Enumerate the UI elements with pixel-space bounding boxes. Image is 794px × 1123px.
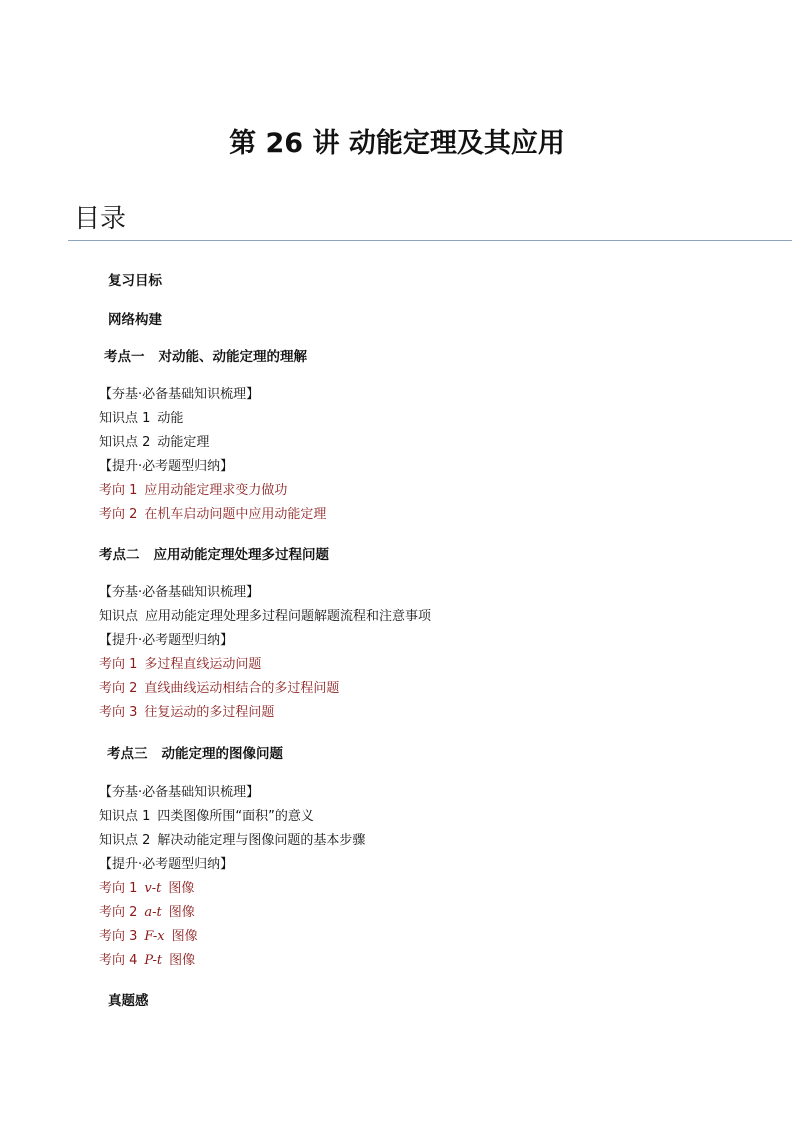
- toc-entry-knowledge[interactable]: [99, 608, 431, 626]
- direction-label: 考向 3: [99, 705, 138, 720]
- toc-entry-kaodian-1[interactable]: [104, 348, 307, 366]
- toc-entry-label: 复习目标: [108, 273, 162, 289]
- toc-entry-direction[interactable]: [99, 880, 194, 898]
- knowledge-label: 知识点 2: [99, 435, 151, 450]
- section-label: 考点二: [99, 547, 140, 563]
- toc-entry-improve[interactable]: [99, 632, 233, 650]
- knowledge-text: 动能定理: [157, 435, 210, 450]
- toc-entry-kaodian-3[interactable]: [107, 745, 283, 763]
- section-title: 动能定理的图像问题: [161, 746, 283, 762]
- toc-entry-direction[interactable]: [99, 482, 287, 500]
- knowledge-label: 知识点 1: [99, 411, 151, 426]
- direction-label: 考向 1: [99, 881, 138, 896]
- graph-variable: F-x: [144, 929, 165, 944]
- section-label: 考点一: [104, 349, 145, 365]
- toc-entry-review[interactable]: [108, 272, 162, 290]
- toc-entry-direction[interactable]: [99, 506, 326, 524]
- toc-entry-label: 网络构建: [108, 312, 162, 328]
- toc-entry-label: 【夯基·必备基础知识梳理】: [99, 585, 260, 600]
- section-title: 对动能、动能定理的理解: [158, 349, 307, 365]
- toc-entry-label: 【夯基·必备基础知识梳理】: [99, 387, 260, 402]
- toc-entry-improve[interactable]: [99, 458, 233, 476]
- graph-variable: a-t: [144, 905, 162, 920]
- toc-entry-foundation[interactable]: [99, 784, 259, 802]
- toc-entry-direction[interactable]: [99, 656, 261, 674]
- direction-text: 直线曲线运动相结合的多过程问题: [144, 681, 340, 696]
- toc-entry-foundation[interactable]: [99, 584, 259, 602]
- direction-text: 多过程直线运动问题: [144, 657, 262, 672]
- direction-label: 考向 3: [99, 929, 138, 944]
- direction-label: 考向 4: [99, 953, 138, 968]
- toc-entry-kaodian-2[interactable]: [99, 546, 329, 564]
- toc-entry-network[interactable]: [108, 311, 162, 329]
- toc-entry-label: 【提升·必考题型归纳】: [99, 857, 234, 872]
- toc-entry-knowledge[interactable]: [99, 832, 365, 850]
- direction-text: 图像: [168, 905, 195, 920]
- section-label: 考点三: [107, 746, 148, 762]
- direction-label: 考向 1: [99, 483, 138, 498]
- toc-entry-label: 【夯基·必备基础知识梳理】: [99, 785, 260, 800]
- document-title: 第 26 讲 动能定理及其应用: [229, 128, 565, 159]
- direction-text: 图像: [168, 881, 195, 896]
- knowledge-label: 知识点 1: [99, 809, 151, 824]
- knowledge-text: 解决动能定理与图像问题的基本步骤: [157, 833, 366, 848]
- direction-text: 图像: [169, 953, 196, 968]
- knowledge-text: 四类图像所围“面积”的意义: [157, 809, 314, 824]
- toc-entry-knowledge[interactable]: [99, 808, 314, 826]
- knowledge-text: 动能: [157, 411, 184, 426]
- knowledge-text: 应用动能定理处理多过程问题解题流程和注意事项: [145, 609, 432, 624]
- toc-entry-knowledge[interactable]: [99, 410, 183, 428]
- direction-text: 往复运动的多过程问题: [144, 705, 275, 720]
- toc-entry-improve[interactable]: [99, 856, 233, 874]
- direction-label: 考向 1: [99, 657, 138, 672]
- direction-text: 在机车启动问题中应用动能定理: [144, 507, 327, 522]
- section-title: 应用动能定理处理多过程问题: [153, 547, 329, 563]
- direction-text: 图像: [171, 929, 198, 944]
- toc-entry-label: 【提升·必考题型归纳】: [99, 633, 234, 648]
- direction-text: 应用动能定理求变力做功: [144, 483, 288, 498]
- direction-label: 考向 2: [99, 507, 138, 522]
- toc-entry-direction[interactable]: [99, 704, 274, 722]
- toc-entry-knowledge[interactable]: [99, 434, 209, 452]
- toc-entry-label: 【提升·必考题型归纳】: [99, 459, 234, 474]
- toc-entry-label: 真题感: [108, 993, 149, 1009]
- toc-entry-real-exam[interactable]: [108, 992, 149, 1010]
- toc-entry-direction[interactable]: [99, 952, 195, 970]
- toc-entry-foundation[interactable]: [99, 386, 259, 404]
- knowledge-label: 知识点: [99, 609, 139, 624]
- knowledge-label: 知识点 2: [99, 833, 151, 848]
- toc-entry-direction[interactable]: [99, 680, 339, 698]
- graph-variable: P-t: [144, 953, 163, 968]
- graph-variable: v-t: [144, 881, 162, 896]
- toc-entry-direction[interactable]: [99, 928, 198, 946]
- toc-heading: 目录: [74, 204, 127, 234]
- toc-entry-direction[interactable]: [99, 904, 195, 922]
- direction-label: 考向 2: [99, 681, 138, 696]
- direction-label: 考向 2: [99, 905, 138, 920]
